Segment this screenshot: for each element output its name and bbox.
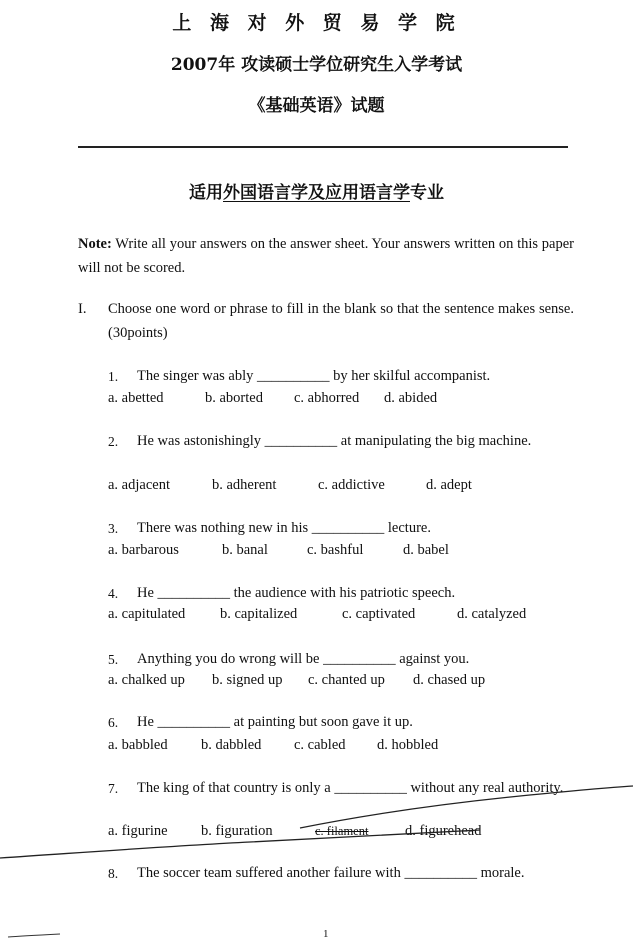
option-d: d. chased up	[413, 672, 486, 688]
major-name: 外国语言学及应用语言学	[223, 183, 410, 203]
option-d: d. catalyzed	[457, 606, 527, 622]
option-c: c. filament	[315, 824, 369, 838]
option-d: d. abided	[384, 390, 438, 406]
question-text: The singer was ably __________ by her skilful accompanist.	[137, 368, 491, 384]
question-number: 7.	[108, 781, 119, 796]
option-b: b. adherent	[212, 477, 277, 493]
option-c: c. captivated	[342, 606, 416, 622]
question-number: 4.	[108, 586, 119, 601]
option-b: b. banal	[222, 542, 268, 558]
option-c: c. cabled	[294, 737, 346, 753]
option-a: a. adjacent	[108, 477, 170, 493]
option-c: c. abhorred	[294, 390, 360, 406]
page-number: 1	[323, 928, 329, 940]
option-c: c. addictive	[318, 477, 385, 493]
question-number: 3.	[108, 521, 119, 536]
header-divider	[78, 146, 568, 148]
option-a: a. capitulated	[108, 606, 186, 622]
option-b: b. figuration	[201, 823, 273, 839]
option-b: b. aborted	[205, 390, 263, 406]
option-a: a. abetted	[108, 390, 164, 406]
section-number: I.	[78, 301, 87, 317]
option-b: b. dabbled	[201, 737, 262, 753]
question-text: There was nothing new in his __________ lecture.	[137, 520, 431, 536]
option-d: d. babel	[403, 542, 449, 558]
note-paragraph	[78, 232, 574, 280]
pen-stroke-corner	[8, 934, 60, 937]
option-d: d. adept	[426, 477, 472, 493]
option-b: b. signed up	[212, 672, 283, 688]
exam-title: 2007年 攻读硕士学位研究生入学考试	[170, 55, 463, 75]
question-text: The soccer team suffered another failure with __________ morale.	[137, 865, 525, 881]
question-text: He __________ at painting but soon gave it up.	[137, 714, 413, 730]
note-text: Write all your answers on the answer sheet. Your answers written on this paper will not be scored.	[78, 236, 574, 276]
question-text: Anything you do wrong will be __________ against you.	[137, 651, 470, 667]
major-suffix: 专业	[410, 183, 444, 203]
option-a: a. figurine	[108, 823, 168, 839]
note-label: Note:	[78, 236, 112, 252]
option-a: a. barbarous	[108, 542, 179, 558]
question-text: The king of that country is only a __________ without any real authority.	[137, 780, 564, 796]
question-text: He was astonishingly __________ at manipulating the big machine.	[137, 433, 532, 449]
question-number: 1.	[108, 369, 119, 384]
subject-title: 《基础英语》试题	[248, 96, 385, 116]
option-b: b. capitalized	[220, 606, 298, 622]
option-c: c. bashful	[307, 542, 364, 558]
question-number: 6.	[108, 715, 119, 730]
option-d: d. hobbled	[377, 737, 439, 753]
option-a: a. babbled	[108, 737, 168, 753]
question-number: 8.	[108, 866, 119, 881]
major-prefix: 适用	[189, 183, 223, 203]
major-line	[0, 178, 633, 203]
question-number: 2.	[108, 434, 119, 449]
question-text: He __________ the audience with his patriotic speech.	[137, 585, 456, 601]
school-name: 上 海 对 外 贸 易 学 院	[172, 12, 461, 34]
option-d: d. figurehead	[405, 823, 482, 839]
option-a: a. chalked up	[108, 672, 185, 688]
section-instructions: Choose one word or phrase to fill in the blank so that the sentence makes sense. (30points)	[108, 301, 574, 341]
option-c: c. chanted up	[308, 672, 385, 688]
question-number: 5.	[108, 652, 119, 667]
